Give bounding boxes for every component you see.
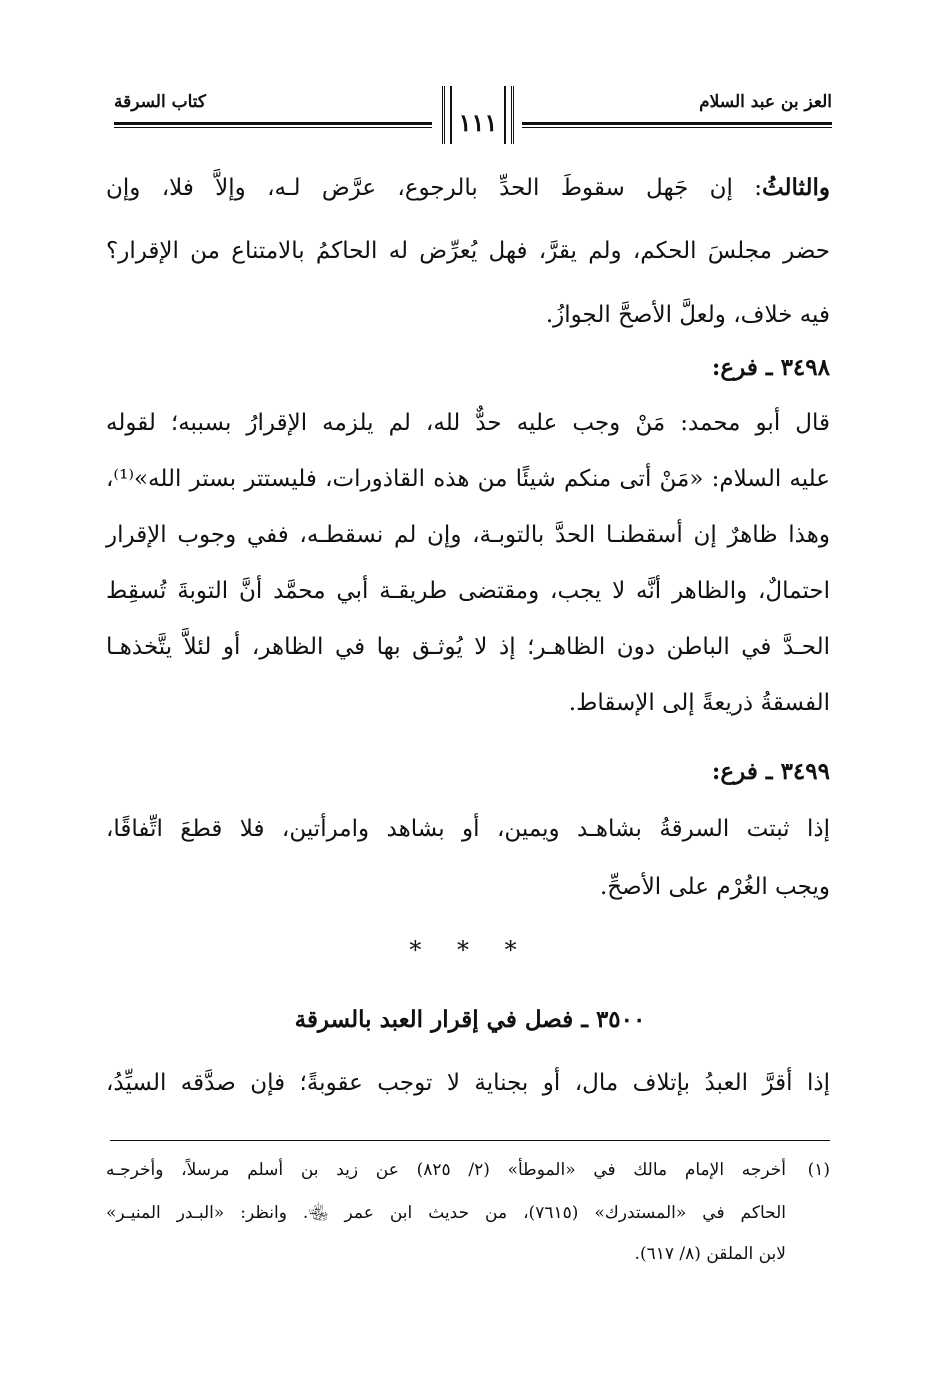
header-author: العز بن عبد السلام <box>699 92 832 112</box>
header-rule-right-thin <box>522 127 832 128</box>
section-title: ٣٥٠٠ ـ فصل في إقرار العبد بالسرقة <box>294 1006 646 1033</box>
footnote-mark: (١) <box>807 1160 830 1180</box>
footnote-line <box>106 1202 830 1232</box>
text-span: : إن جَهل سقوطَ الحدِّ بالرجوع، عرَّض لـه، وإلاَّ فلا، وإن <box>106 175 762 201</box>
footnote-line <box>106 1160 830 1190</box>
header-rule-left-thin <box>114 127 432 128</box>
text-line: قال أبو محمد: مَنْ وجب عليه حدٌّ لله، لم يلزمه الإقرارُ بسببه؛ لقوله <box>106 410 830 436</box>
branch-heading-3498: ٣٤٩٨ ـ فرع: <box>711 354 830 381</box>
text-line: الفسقةُ ذريعةً إلى الإسقاط. <box>568 690 830 716</box>
text-line: إذا أقرَّ العبدُ بإتلاف مال، أو بجناية لا توجب عقوبةً؛ فإن صدَّقه السيِّدُ، <box>106 1070 830 1096</box>
running-header <box>114 86 832 156</box>
footnote-text: لابن الملقن (٨/ ٦١٧). <box>634 1244 786 1264</box>
text-line: إذا ثبتت السرقةُ بشاهـد ويمين، أو بشاهد وامرأتين، فلا قطعَ اتِّفاقًا، <box>106 816 830 842</box>
branch-heading-3499: ٣٤٩٩ ـ فرع: <box>711 758 830 785</box>
text-line: ويجب الغُرْم على الأصحِّ. <box>600 874 830 900</box>
text-line: فيه خلاف، ولعلَّ الأصحَّ الجوازُ. <box>545 302 830 328</box>
header-rule-right <box>522 122 832 125</box>
text-line: الحـدَّ في الباطن دون الظاهـر؛ إذ لا يُوثـق بها في الظاهر، أو لئلاَّ يتَّخذهـا <box>106 634 830 660</box>
text-line: احتمالٌ، والظاهر أنَّه لا يجب، ومقتضى طريقـة أبي محمَّد أنَّ التوبةَ تُسقِط <box>106 578 830 604</box>
page-number: ١١١ <box>458 108 498 137</box>
text-line: عليه السلام: «مَنْ أتى منكم شيئًا من هذه القاذورات، فليستتر بستر الله»⁽¹⁾، <box>106 466 830 492</box>
footnote-text: الحاكم في «المستدرك» (٧٦١٥)، من حديث ابن عمر ﵄. وانظر: «البـدر المنيـر» <box>106 1203 787 1223</box>
footnote-rule <box>110 1140 830 1141</box>
header-book-title: كتاب السرقة <box>114 92 207 112</box>
text-line: وهذا ظاهرٌ إن أسقطنـا الحدَّ بالتوبـة، وإن لم نسقطـه، ففي وجوب الإقرار <box>106 522 830 548</box>
footnote-text: أخرجه الإمام مالك في «الموطأ» (٢/ ٨٢٥) عن زيد بن أسلم مرسلاً، وأخرجـه <box>106 1160 787 1180</box>
page-number-box <box>442 86 514 144</box>
text-line: حضر مجلسَ الحكم، ولم يقرَّ، فهل يُعرِّض له الحاكمُ بالامتناع من الإقرار؟ <box>106 238 830 264</box>
section-separator: * * * <box>409 936 531 964</box>
lead-word: والثالثُ <box>761 174 830 201</box>
footnote-line <box>106 1244 830 1274</box>
header-rule-left <box>114 122 432 125</box>
text-line <box>106 174 830 201</box>
